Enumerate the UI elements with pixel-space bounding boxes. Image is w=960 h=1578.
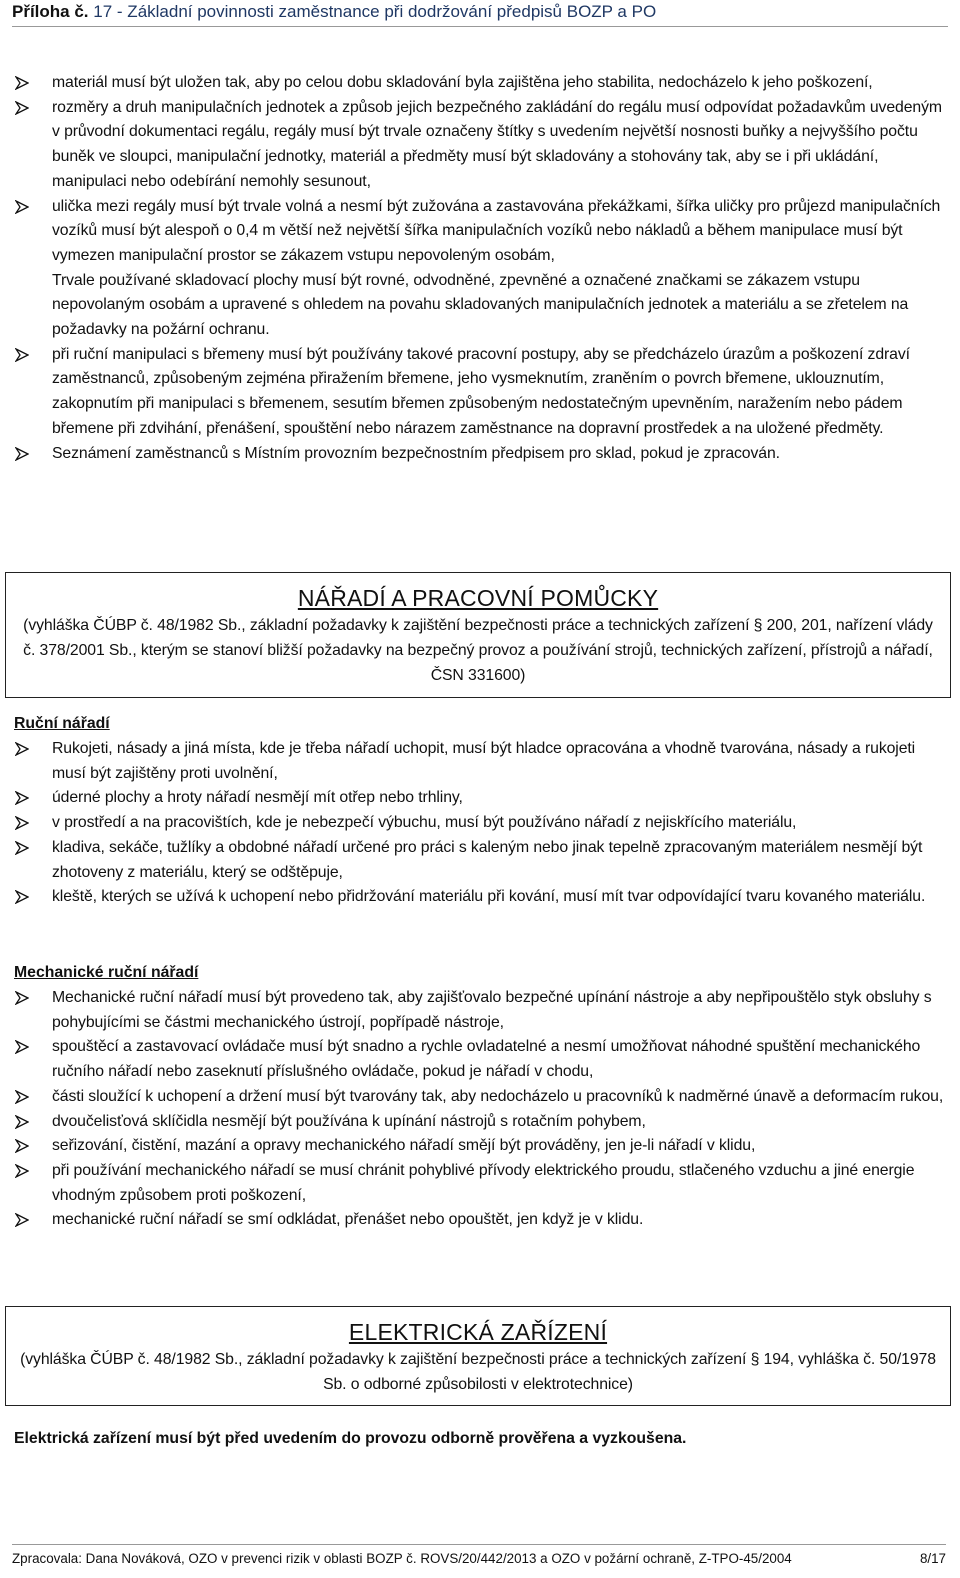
list-item: kladiva, sekáče, tužlíky a obdobné nářadí určené pro práci s kaleným nebo jinak tepelně zpracovaným materiálem nesmějí být zhotoveny z materiálu, který se odštěpuje,: [12, 836, 948, 885]
page-number: 8/17: [919, 1551, 946, 1566]
arrow-bullet-icon: [15, 1134, 35, 1158]
arrow-bullet-icon: [15, 1159, 35, 1183]
section-box-electrical: [5, 1306, 951, 1406]
list-item: v prostředí a na pracovištích, kde je nebezpečí výbuchu, musí být používáno nářadí z nejiskřícího materiálu,: [12, 811, 948, 836]
list-item: ulička mezi regály musí být trvale volná a nesmí být zužována a zastavována překážkami, šířka uličky pro průjezd manipulačních vozíků musí být alespoň o 0,4 m větší než největší šířka manipulačních vozíků nebo nákladů a během manipulace musí být vymezen manipulační prostor se zákazem vstupu nepovoleným osobám,: [12, 195, 948, 269]
electrical-note: Elektrická zařízení musí být před uvedením do provozu odborně prověřena a vyzkoušena.: [14, 1430, 687, 1447]
arrow-bullet-icon: [15, 786, 35, 810]
list-item: materiál musí být uložen tak, aby po celou dobu skladování byla zajištěna jeho stabilita, nedocházelo k jeho poškození,: [12, 71, 948, 96]
list-item: Seznámení zaměstnanců s Místním provozním bezpečnostním předpisem pro sklad, pokud je zpracován.: [12, 442, 948, 467]
arrow-bullet-icon: [15, 71, 35, 95]
section-reference-tools: (vyhláška ČÚBP č. 48/1982 Sb., základní požadavky k zajištění bezpečnosti práce a technických zařízení § 200, 201, nařízení vlády č. 378/2001 Sb., kterým se stanoví bližší požadavky na bezpečný provoz a používání strojů, technických zařízení, přístrojů a nářadí, ČSN 331600): [23, 617, 933, 684]
section-title-electrical: ELEKTRICKÁ ZAŘÍZENÍ: [348, 1319, 608, 1345]
subheading-hand-tools: Ruční nářadí: [14, 715, 110, 732]
page-header: [12, 2, 948, 27]
section-reference-electrical: (vyhláška ČÚBP č. 48/1982 Sb., základní požadavky k zajištění bezpečnosti práce a technických zařízení § 194, vyhláška č. 50/1978 Sb. o odborné způsobilosti v elektrotechnice): [20, 1351, 936, 1393]
arrow-bullet-icon: [15, 343, 35, 367]
mechanical-tools-list: [12, 986, 948, 1233]
arrow-bullet-icon: [15, 96, 35, 120]
arrow-bullet-icon: [15, 1110, 35, 1134]
list-item: při používání mechanického nářadí se musí chránit pohyblivé přívody elektrického proudu, stlačeného vzduchu a jiné energie vhodným způsobem proti poškození,: [12, 1159, 948, 1208]
list-paragraph: Trvale používané skladovací plochy musí být rovné, odvodněné, zpevněné a označené značkami se zákazem vstupu nepovolaným osobám a upravené s ohledem na povahu skladovaných manipulačních jednotek a materiálu a se zřetelem na požadavky na požární ochranu.: [52, 271, 909, 339]
section-title-tools: NÁŘADÍ A PRACOVNÍ POMŮCKY: [297, 585, 659, 611]
arrow-bullet-icon: [15, 1208, 35, 1232]
list-item: části sloužící k uchopení a držení musí být tvarovány tak, aby nedocházelo u pracovníků k nadměrné únavě a deformacím rukou,: [12, 1085, 948, 1110]
appendix-prefix: Příloha č.: [12, 2, 89, 21]
list-item: kleště, kterých se užívá k uchopení nebo přidržování materiálu při kování, musí mít tvar odpovídající tvaru kovaného materiálu.: [12, 885, 948, 910]
list-item: seřizování, čistění, mazání a opravy mechanického nářadí smějí být prováděny, jen je-li nářadí v klidu,: [12, 1134, 948, 1159]
arrow-bullet-icon: [15, 442, 35, 466]
list-item: spouštěcí a zastavovací ovládače musí být snadno a rychle ovladatelné a nesmí umožňovat náhodné spuštění mechanického ručního nářadí nebo zaseknutí příslušného ovládače, pokud je nářadí v chodu,: [12, 1035, 948, 1084]
list-item: při ruční manipulaci s břemeny musí být používány takové pracovní postupy, aby se předcházelo úrazům a poškození zdraví zaměstnanců, způsobeným zejména přiražením břemene, jeho vysmeknutím, zraněním o povrch břemene, uklouznutím, zakopnutím při manipulaci s břemenem, sesutím břemen způsobeným nedostatečným upevněním, naražením nebo pádem břemene při zdvihání, přenášení, spouštění nebo nárazem zaměstnance na dopravní prostředek a na uložené předměty.: [12, 343, 948, 442]
arrow-bullet-icon: [15, 885, 35, 909]
list-item: úderné plochy a hroty nářadí nesmějí mít otřep nebo trhliny,: [12, 786, 948, 811]
arrow-bullet-icon: [15, 836, 35, 860]
hand-tools-list: [12, 737, 948, 910]
list-item: Mechanické ruční nářadí musí být provedeno tak, aby zajišťovalo bezpečné upínání nástroje a aby nepřipouštělo styk obsluhy s pohybujícími se částmi mechanického ústrojí, popřípadě nástroje,: [12, 986, 948, 1035]
storage-rules-list: [12, 71, 948, 466]
list-item: mechanické ruční nářadí se smí odkládat, přenášet nebo opouštět, jen když je v klidu.: [12, 1208, 948, 1233]
list-item: dvoučelisťová sklíčidla nesmějí být používána k upínání nástrojů s rotačním pohybem,: [12, 1110, 948, 1135]
footer-author: Zpracovala: Dana Nováková, OZO v prevenci rizik v oblasti BOZP č. ROVS/20/442/2013 a OZO v požární ochraně, Z-TPO-45/2004: [12, 1551, 792, 1566]
arrow-bullet-icon: [15, 195, 35, 219]
appendix-title: - Základní povinnosti zaměstnance při dodržování předpisů BOZP a PO: [116, 2, 657, 21]
arrow-bullet-icon: [15, 811, 35, 835]
arrow-bullet-icon: [15, 737, 35, 761]
arrow-bullet-icon: [15, 1035, 35, 1059]
appendix-number: 17: [93, 2, 113, 21]
subheading-mechanical-tools: Mechanické ruční nářadí: [14, 964, 199, 981]
page-footer: [12, 1544, 946, 1569]
list-item: Rukojeti, násady a jiná místa, kde je třeba nářadí uchopit, musí být hladce opracována a vhodně tvarována, násady a rukojeti musí být zajištěny proti uvolnění,: [12, 737, 948, 786]
section-box-tools: [5, 572, 951, 698]
arrow-bullet-icon: [15, 986, 35, 1010]
arrow-bullet-icon: [15, 1085, 35, 1109]
list-item: rozměry a druh manipulačních jednotek a způsob jejich bezpečného zakládání do regálu musí odpovídat požadavkům uvedeným v průvodní dokumentaci regálu, regály musí být trvale označeny štítky s uvedením největší nosnosti buňky a nejvyššího počtu buněk ve sloupci, manipulační jednotky, materiál a předměty musí být skladovány a stohovány tak, aby se i při ukládání, manipulaci nebo odebírání nemohly sesunout,: [12, 96, 948, 195]
